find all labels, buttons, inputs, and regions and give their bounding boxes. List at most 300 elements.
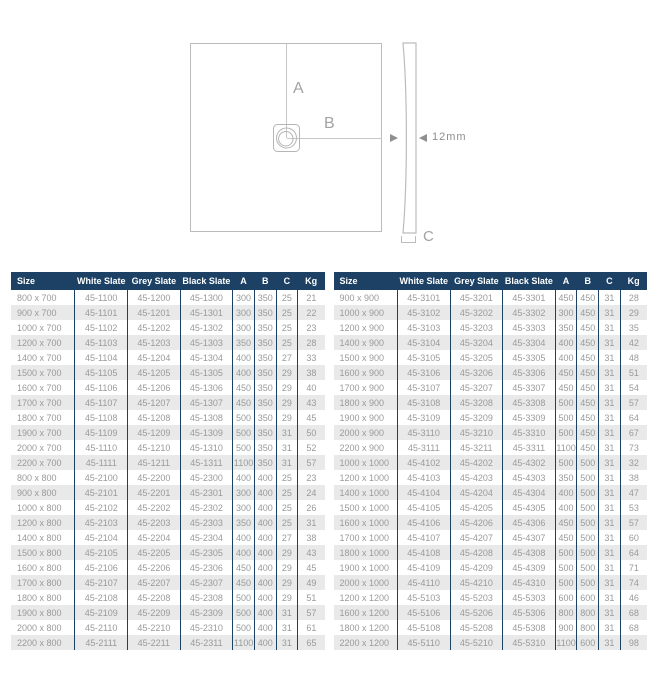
value-cell: 31 (276, 635, 298, 650)
value-cell: 300 (555, 305, 577, 320)
value-cell: 300 (233, 290, 255, 305)
table-row (334, 425, 648, 440)
value-cell: 45 (298, 410, 325, 425)
value-cell: 450 (555, 365, 577, 380)
value-cell: 300 (233, 305, 255, 320)
value-cell: 45-2105 (75, 545, 128, 560)
table-row (334, 440, 648, 455)
table-row (334, 500, 648, 515)
value-cell: 900 (555, 620, 577, 635)
size-cell: 1600 x 1200 (334, 605, 398, 620)
table-header-row (11, 272, 325, 290)
value-cell: 43 (298, 545, 325, 560)
value-cell: 500 (577, 575, 599, 590)
value-cell: 31 (298, 515, 325, 530)
value-cell: 45-1110 (75, 440, 128, 455)
value-cell: 45-4304 (503, 485, 556, 500)
value-cell: 25 (276, 305, 298, 320)
value-cell: 31 (599, 305, 621, 320)
column-header-kg: Kg (298, 272, 325, 290)
value-cell: 48 (620, 350, 647, 365)
value-cell: 45-5306 (503, 605, 556, 620)
value-cell: 45-1111 (75, 455, 128, 470)
value-cell: 500 (577, 470, 599, 485)
column-header-a: A (233, 272, 255, 290)
value-cell: 45-3111 (397, 440, 450, 455)
value-cell: 45-2108 (75, 590, 128, 605)
value-cell: 45-2102 (75, 500, 128, 515)
value-cell: 29 (276, 575, 298, 590)
value-cell: 500 (233, 590, 255, 605)
value-cell: 450 (555, 530, 577, 545)
value-cell: 67 (620, 425, 647, 440)
value-cell: 45-3105 (397, 350, 450, 365)
size-cell: 1700 x 800 (11, 575, 75, 590)
value-cell: 31 (276, 605, 298, 620)
size-cell: 1700 x 1000 (339, 532, 390, 543)
value-cell: 45-3110 (397, 425, 450, 440)
value-cell: 450 (555, 515, 577, 530)
value-cell: 45-3206 (450, 365, 503, 380)
value-cell: 31 (599, 365, 621, 380)
dimension-label-b: B (324, 115, 336, 132)
table-row (334, 560, 648, 575)
value-cell: 45-1105 (75, 365, 128, 380)
value-cell: 45-2308 (180, 590, 233, 605)
value-cell: 45-5208 (450, 620, 503, 635)
value-cell: 38 (298, 365, 325, 380)
value-cell: 29 (276, 545, 298, 560)
dimension-line-b (287, 138, 382, 139)
value-cell: 45-4107 (397, 530, 450, 545)
value-cell: 400 (555, 500, 577, 515)
table-row (11, 320, 325, 335)
value-cell: 45-2309 (180, 605, 233, 620)
table-row (11, 290, 325, 305)
value-cell: 31 (599, 605, 621, 620)
table-row (11, 350, 325, 365)
value-cell: 300 (233, 485, 255, 500)
value-cell: 45-5308 (503, 620, 556, 635)
value-cell: 31 (599, 635, 621, 650)
value-cell: 400 (254, 575, 276, 590)
value-cell: 45-4305 (503, 500, 556, 515)
value-cell: 31 (599, 620, 621, 635)
value-cell: 45-3303 (503, 320, 556, 335)
value-cell: 45-1103 (75, 335, 128, 350)
value-cell: 45-5106 (397, 605, 450, 620)
table-row (334, 620, 648, 635)
value-cell: 45-3101 (397, 290, 450, 305)
value-cell: 57 (298, 455, 325, 470)
value-cell: 450 (577, 440, 599, 455)
value-cell: 31 (276, 440, 298, 455)
value-cell: 45-3211 (450, 440, 503, 455)
value-cell: 45-4203 (450, 470, 503, 485)
value-cell: 500 (555, 575, 577, 590)
column-header-b: B (254, 272, 276, 290)
value-cell: 45-5110 (397, 635, 450, 650)
value-cell: 45-4303 (503, 470, 556, 485)
dimension-bracket-c (401, 236, 416, 243)
value-cell: 350 (254, 410, 276, 425)
value-cell: 45-2203 (128, 515, 181, 530)
size-cell: 1700 x 700 (11, 395, 75, 410)
value-cell: 400 (233, 545, 255, 560)
table-row (11, 455, 325, 470)
value-cell: 25 (276, 470, 298, 485)
value-cell: 45-5108 (397, 620, 450, 635)
value-cell: 31 (599, 545, 621, 560)
thickness-arrow-right-icon (419, 134, 427, 142)
value-cell: 45-3208 (450, 395, 503, 410)
value-cell: 45-4306 (503, 515, 556, 530)
value-cell: 33 (298, 350, 325, 365)
value-cell: 26 (298, 500, 325, 515)
size-cell: 2000 x 700 (17, 442, 62, 453)
table-row (334, 335, 648, 350)
value-cell: 45-1310 (180, 440, 233, 455)
value-cell: 350 (254, 305, 276, 320)
value-cell: 400 (555, 335, 577, 350)
value-cell: 350 (555, 320, 577, 335)
value-cell: 45-2111 (75, 635, 128, 650)
value-cell: 45-4307 (503, 530, 556, 545)
value-cell: 45-1109 (75, 425, 128, 440)
value-cell: 500 (577, 545, 599, 560)
value-cell: 450 (555, 380, 577, 395)
value-cell: 31 (599, 500, 621, 515)
value-cell: 450 (577, 425, 599, 440)
table-row (334, 575, 648, 590)
value-cell: 450 (233, 380, 255, 395)
table-row (11, 560, 325, 575)
value-cell: 350 (254, 425, 276, 440)
table-row (334, 365, 648, 380)
value-cell: 45-1200 (128, 290, 181, 305)
drain-icon (272, 123, 301, 153)
table-row (334, 455, 648, 470)
table-row (334, 395, 648, 410)
value-cell: 45-4308 (503, 545, 556, 560)
column-header-size: Size (11, 272, 75, 290)
table-row (334, 305, 648, 320)
value-cell: 45-1106 (75, 380, 128, 395)
value-cell: 45-5310 (503, 635, 556, 650)
value-cell: 50 (298, 425, 325, 440)
side-profile-view (400, 42, 420, 234)
value-cell: 450 (233, 395, 255, 410)
value-cell: 500 (555, 410, 577, 425)
value-cell: 400 (254, 485, 276, 500)
value-cell: 24 (298, 485, 325, 500)
size-cell: 1500 x 800 (11, 545, 75, 560)
size-cell: 2200 x 700 (11, 455, 75, 470)
value-cell: 45-2200 (128, 470, 181, 485)
size-cell: 1200 x 1000 (339, 472, 390, 483)
value-cell: 45-1104 (75, 350, 128, 365)
value-cell: 31 (599, 575, 621, 590)
value-cell: 45-1210 (128, 440, 181, 455)
value-cell: 45-3306 (503, 365, 556, 380)
size-cell: 1900 x 700 (11, 425, 75, 440)
size-cell: 2200 x 900 (339, 442, 385, 453)
size-cell: 1200 x 1200 (339, 592, 390, 603)
value-cell: 450 (577, 365, 599, 380)
value-cell: 45-2311 (180, 635, 233, 650)
size-cell: 1000 x 700 (17, 322, 62, 333)
value-cell: 450 (577, 290, 599, 305)
value-cell: 45-3103 (397, 320, 450, 335)
table-row (11, 365, 325, 380)
value-cell: 31 (599, 485, 621, 500)
size-cell: 800 x 700 (17, 292, 57, 303)
value-cell: 45-4103 (397, 470, 450, 485)
table-row (11, 410, 325, 425)
value-cell: 350 (254, 380, 276, 395)
value-cell: 45-2201 (128, 485, 181, 500)
value-cell: 45-4205 (450, 500, 503, 515)
value-cell: 400 (233, 365, 255, 380)
size-cell: 1800 x 900 (334, 395, 398, 410)
value-cell: 45-1309 (180, 425, 233, 440)
value-cell: 45-4204 (450, 485, 503, 500)
size-cell: 1800 x 700 (17, 412, 62, 423)
value-cell: 1100 (233, 635, 255, 650)
value-cell: 45-4210 (450, 575, 503, 590)
value-cell: 21 (298, 290, 325, 305)
value-cell: 45-1203 (128, 335, 181, 350)
value-cell: 45-1100 (75, 290, 128, 305)
value-cell: 45-1206 (128, 380, 181, 395)
value-cell: 45-2208 (128, 590, 181, 605)
table-row (11, 545, 325, 560)
value-cell: 400 (254, 500, 276, 515)
value-cell: 45-1208 (128, 410, 181, 425)
size-cell: 1000 x 800 (17, 502, 62, 513)
table-row (334, 380, 648, 395)
value-cell: 45-3204 (450, 335, 503, 350)
value-cell: 450 (555, 290, 577, 305)
value-cell: 45-1308 (180, 410, 233, 425)
size-cell: 1000 x 900 (334, 305, 398, 320)
value-cell: 38 (620, 470, 647, 485)
value-cell: 23 (298, 470, 325, 485)
value-cell: 450 (577, 305, 599, 320)
size-cell: 1900 x 1000 (339, 562, 390, 573)
value-cell: 1100 (555, 440, 577, 455)
value-cell: 28 (298, 335, 325, 350)
value-cell: 25 (276, 500, 298, 515)
value-cell: 29 (276, 410, 298, 425)
value-cell: 45-2307 (180, 575, 233, 590)
value-cell: 45-1301 (180, 305, 233, 320)
value-cell: 300 (233, 500, 255, 515)
value-cell: 47 (620, 485, 647, 500)
value-cell: 500 (555, 425, 577, 440)
value-cell: 400 (254, 470, 276, 485)
value-cell: 500 (577, 500, 599, 515)
column-header-black-slate: Black Slate (180, 272, 233, 290)
value-cell: 500 (233, 440, 255, 455)
value-cell: 29 (276, 380, 298, 395)
table-row (11, 530, 325, 545)
value-cell: 500 (233, 605, 255, 620)
value-cell: 400 (555, 350, 577, 365)
value-cell: 45-3207 (450, 380, 503, 395)
value-cell: 32 (620, 455, 647, 470)
value-cell: 400 (254, 620, 276, 635)
value-cell: 45-2303 (180, 515, 233, 530)
value-cell: 31 (276, 620, 298, 635)
value-cell: 45-4109 (397, 560, 450, 575)
value-cell: 45-4110 (397, 575, 450, 590)
size-cell: 900 x 700 (11, 305, 75, 320)
table-header-row (334, 272, 648, 290)
size-cell: 1700 x 900 (339, 382, 385, 393)
table-row (11, 605, 325, 620)
value-cell: 45-1108 (75, 410, 128, 425)
value-cell: 400 (254, 635, 276, 650)
dimension-label-a: A (293, 80, 305, 97)
value-cell: 45-1300 (180, 290, 233, 305)
value-cell: 45-1304 (180, 350, 233, 365)
value-cell: 350 (254, 440, 276, 455)
size-cell: 1400 x 1000 (334, 485, 398, 500)
size-cell: 1000 x 1000 (334, 455, 398, 470)
table-row (334, 530, 648, 545)
value-cell: 45 (298, 560, 325, 575)
value-cell: 29 (620, 305, 647, 320)
value-cell: 800 (577, 620, 599, 635)
value-cell: 45-3104 (397, 335, 450, 350)
value-cell: 45-2304 (180, 530, 233, 545)
value-cell: 400 (233, 530, 255, 545)
value-cell: 38 (298, 530, 325, 545)
value-cell: 500 (555, 560, 577, 575)
value-cell: 31 (599, 350, 621, 365)
size-cell: 1600 x 800 (17, 562, 62, 573)
size-cell: 1600 x 1000 (334, 515, 398, 530)
value-cell: 500 (577, 560, 599, 575)
table-row (11, 500, 325, 515)
value-cell: 25 (276, 290, 298, 305)
value-cell: 45-4310 (503, 575, 556, 590)
value-cell: 45-3108 (397, 395, 450, 410)
value-cell: 450 (577, 410, 599, 425)
table-row (11, 440, 325, 455)
value-cell: 45-1202 (128, 320, 181, 335)
value-cell: 53 (620, 500, 647, 515)
value-cell: 54 (620, 380, 647, 395)
value-cell: 45-1211 (128, 455, 181, 470)
column-header-a: A (555, 272, 577, 290)
value-cell: 45-1102 (75, 320, 128, 335)
value-cell: 45-2103 (75, 515, 128, 530)
value-cell: 61 (298, 620, 325, 635)
size-cell: 900 x 800 (11, 485, 75, 500)
size-cell: 1800 x 1200 (339, 622, 390, 633)
value-cell: 350 (555, 470, 577, 485)
value-cell: 450 (577, 380, 599, 395)
value-cell: 1100 (233, 455, 255, 470)
value-cell: 46 (620, 590, 647, 605)
value-cell: 45-2305 (180, 545, 233, 560)
value-cell: 600 (555, 590, 577, 605)
value-cell: 51 (298, 590, 325, 605)
value-cell: 45-3307 (503, 380, 556, 395)
size-cell: 1600 x 700 (17, 382, 62, 393)
value-cell: 45-4206 (450, 515, 503, 530)
value-cell: 31 (276, 455, 298, 470)
value-cell: 45-2211 (128, 635, 181, 650)
value-cell: 45-2301 (180, 485, 233, 500)
value-cell: 27 (276, 350, 298, 365)
table-row (11, 620, 325, 635)
value-cell: 45-4209 (450, 560, 503, 575)
value-cell: 450 (577, 395, 599, 410)
value-cell: 500 (577, 515, 599, 530)
value-cell: 45-2104 (75, 530, 128, 545)
value-cell: 25 (276, 320, 298, 335)
value-cell: 600 (577, 635, 599, 650)
value-cell: 45-1209 (128, 425, 181, 440)
value-cell: 45-2306 (180, 560, 233, 575)
value-cell: 45-1204 (128, 350, 181, 365)
value-cell: 600 (577, 590, 599, 605)
tray-dimension-diagram (0, 0, 658, 260)
value-cell: 45-4302 (503, 455, 556, 470)
value-cell: 45-3302 (503, 305, 556, 320)
value-cell: 31 (599, 380, 621, 395)
value-cell: 45-2210 (128, 620, 181, 635)
value-cell: 45-1306 (180, 380, 233, 395)
value-cell: 400 (254, 530, 276, 545)
size-cell: 2200 x 800 (11, 635, 75, 650)
value-cell: 45-5210 (450, 635, 503, 650)
table-row (11, 305, 325, 320)
value-cell: 45-2101 (75, 485, 128, 500)
value-cell: 71 (620, 560, 647, 575)
value-cell: 45-4207 (450, 530, 503, 545)
table-row (11, 380, 325, 395)
value-cell: 45-2202 (128, 500, 181, 515)
table-row (11, 425, 325, 440)
value-cell: 45-2310 (180, 620, 233, 635)
value-cell: 45-2107 (75, 575, 128, 590)
size-cell: 1200 x 800 (11, 515, 75, 530)
value-cell: 500 (577, 530, 599, 545)
value-cell: 25 (276, 335, 298, 350)
column-header-c: C (599, 272, 621, 290)
value-cell: 45-3301 (503, 290, 556, 305)
value-cell: 23 (298, 320, 325, 335)
value-cell: 28 (620, 290, 647, 305)
table-row (334, 515, 648, 530)
size-cell: 1800 x 1000 (334, 545, 398, 560)
value-cell: 45-4102 (397, 455, 450, 470)
value-cell: 45-4104 (397, 485, 450, 500)
value-cell: 500 (555, 395, 577, 410)
value-cell: 31 (599, 425, 621, 440)
column-header-size: Size (334, 272, 398, 290)
size-cell: 1400 x 900 (334, 335, 398, 350)
table-row (334, 470, 648, 485)
value-cell: 31 (599, 590, 621, 605)
value-cell: 45-4108 (397, 545, 450, 560)
value-cell: 45-1303 (180, 335, 233, 350)
value-cell: 31 (599, 410, 621, 425)
